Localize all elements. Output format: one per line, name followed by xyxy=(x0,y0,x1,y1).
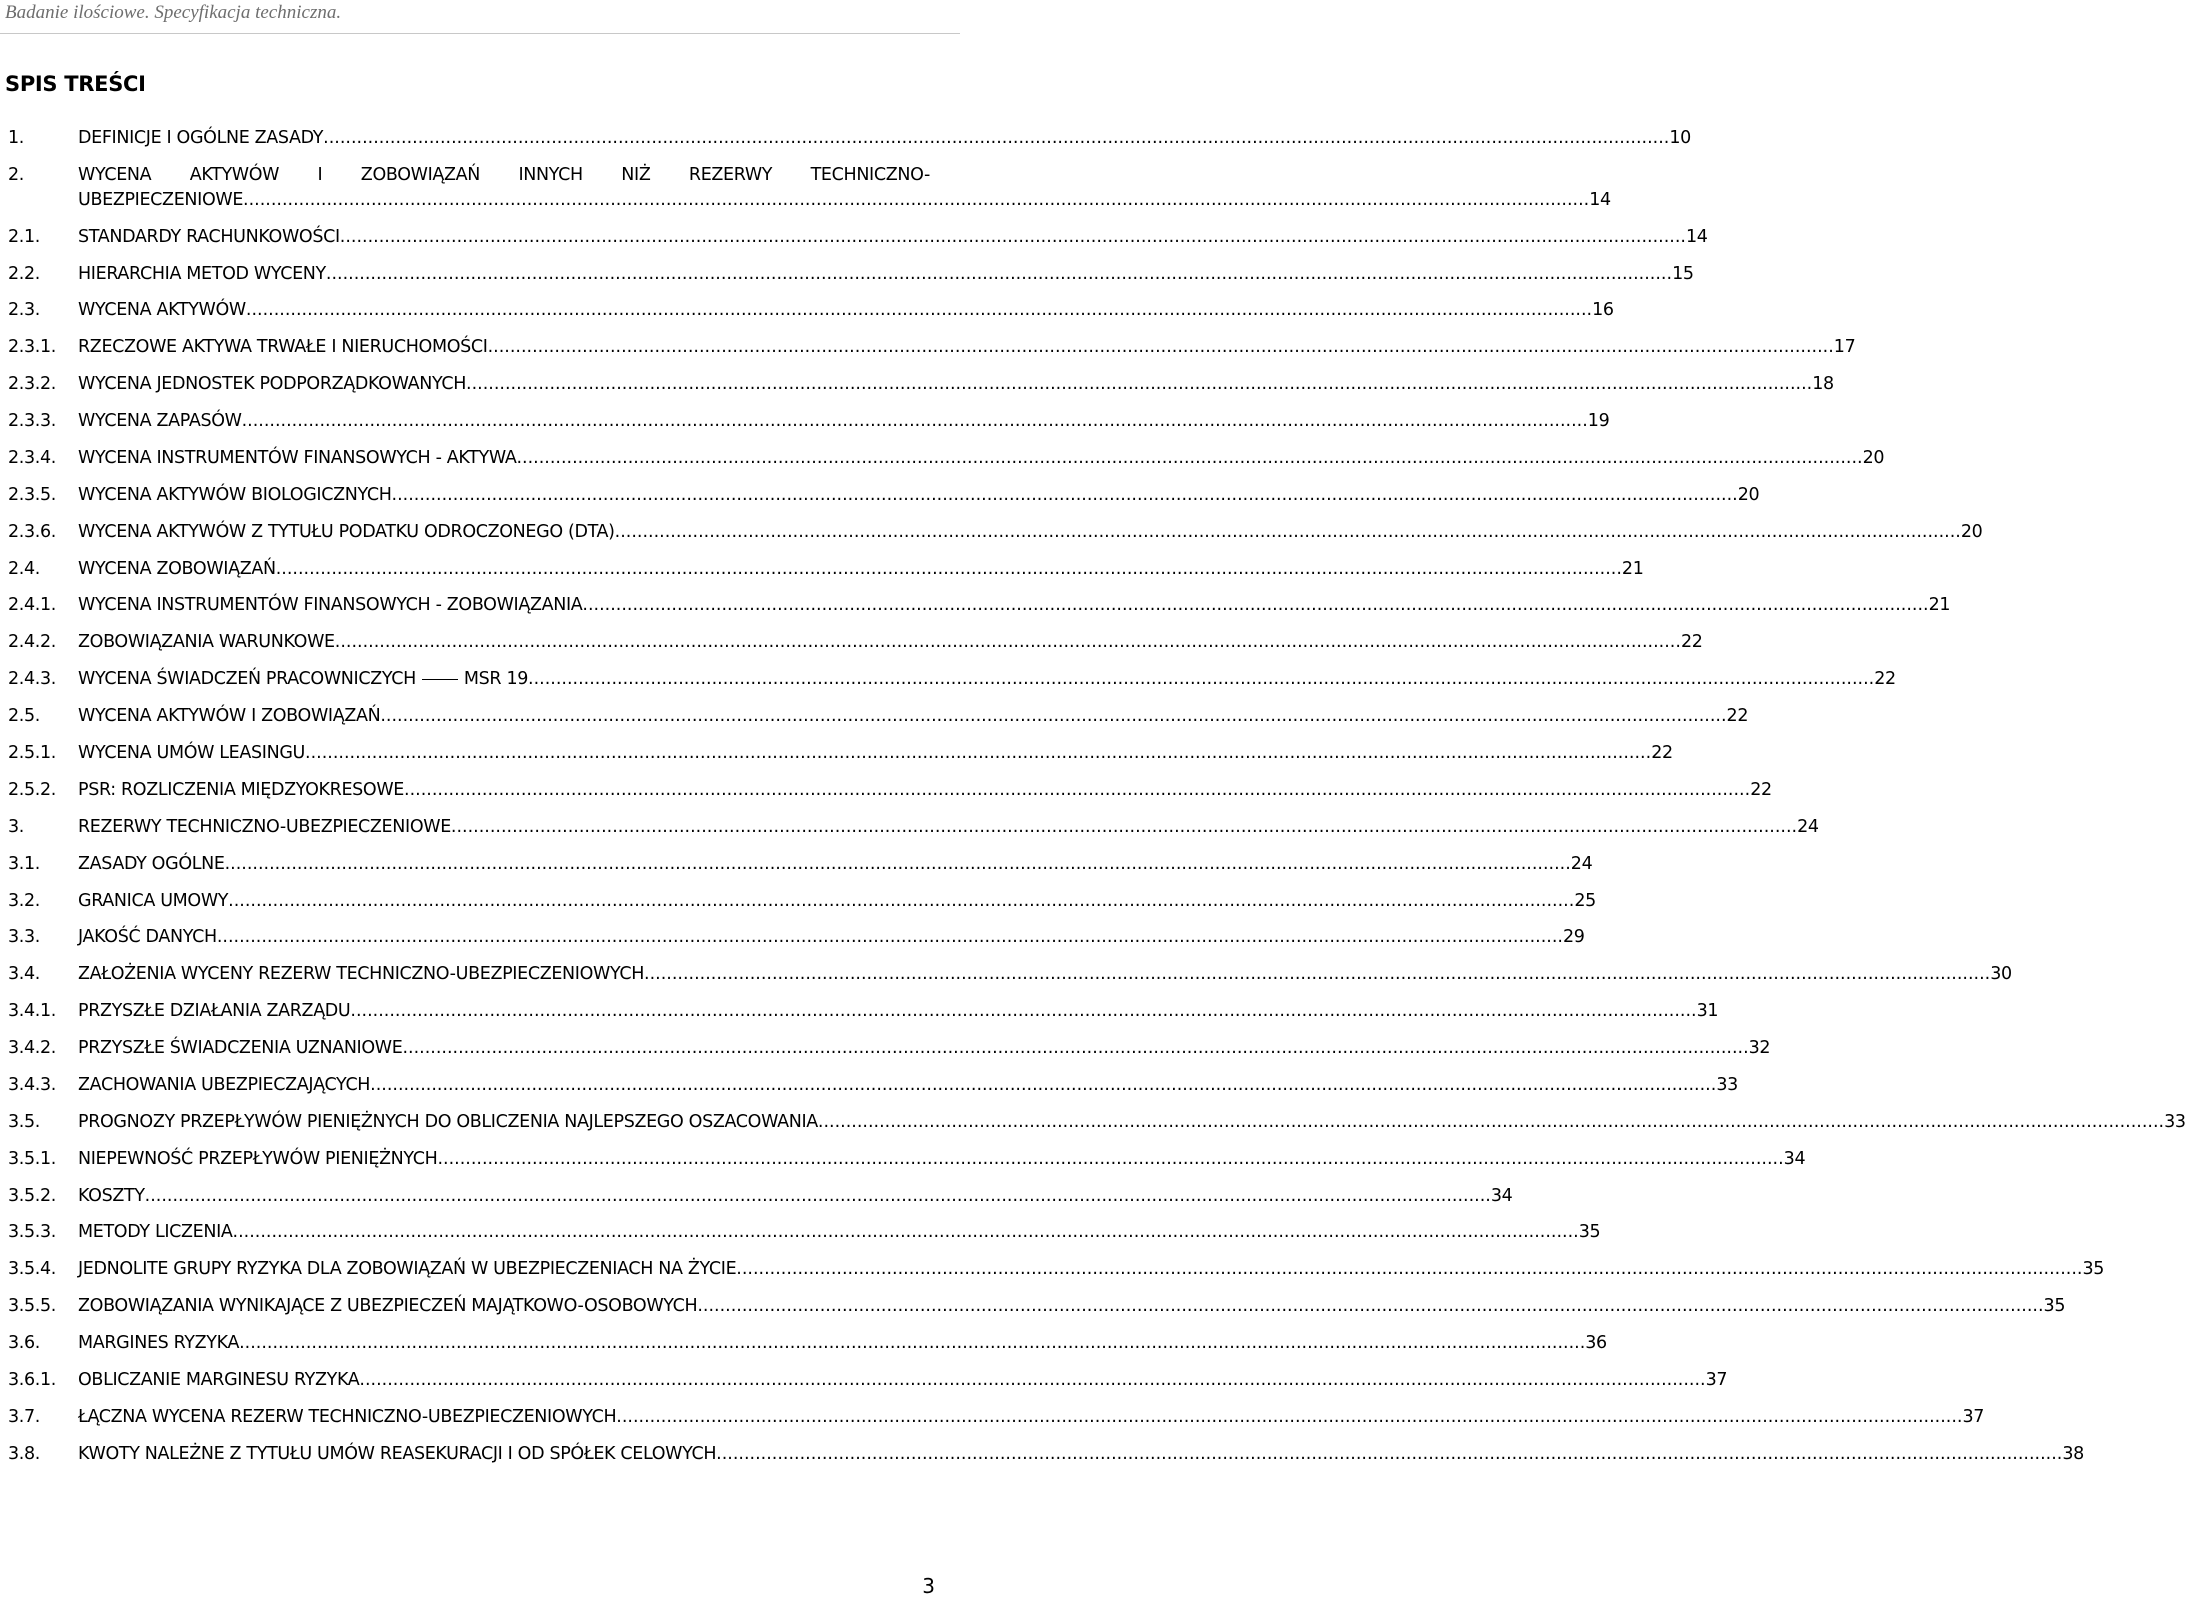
toc-entry[interactable] xyxy=(0,162,960,188)
dot-leader xyxy=(243,187,1589,213)
toc-entry-page: 31 xyxy=(1696,1001,1719,1021)
toc-entry-page: 36 xyxy=(1585,1333,1607,1353)
toc-entry[interactable] xyxy=(0,1404,1985,1430)
dot-leader xyxy=(697,1293,2043,1319)
toc-entry-page: 22 xyxy=(1874,669,1896,689)
toc-entry[interactable] xyxy=(0,297,1614,323)
toc-entry-page: 25 xyxy=(1574,891,1596,911)
toc-entry-page: 14 xyxy=(1589,190,1611,210)
toc-entry-title: METODY LICZENIA xyxy=(78,1222,233,1242)
toc-entry[interactable] xyxy=(0,482,1760,508)
toc-entry[interactable] xyxy=(0,703,1749,729)
toc-entry-page: 34 xyxy=(1490,1186,1513,1206)
toc-entry-title: WYCENA AKTYWÓW I ZOBOWIĄZAŃ xyxy=(78,706,381,726)
toc-entry-number: 3.6.1. xyxy=(8,1370,56,1390)
toc-entry-title: ZAŁOŻENIA WYCENY REZERW TECHNICZNO-UBEZPIECZENIOWYCH xyxy=(78,964,645,984)
dot-leader xyxy=(437,1146,1783,1172)
dot-leader xyxy=(392,482,1738,508)
toc-entry[interactable] xyxy=(0,261,1694,287)
toc-entry[interactable] xyxy=(0,1441,2084,1467)
toc-entry[interactable] xyxy=(0,814,1819,840)
toc-entry-title: KWOTY NALEŻNE Z TYTUŁU UMÓW REASEKURACJI I OD SPÓŁEK CELOWYCH xyxy=(78,1444,717,1464)
toc-entry[interactable] xyxy=(0,851,1593,877)
dot-leader xyxy=(644,961,1990,987)
page-number: 3 xyxy=(922,1574,935,1598)
toc-entry-title: HIERARCHIA METOD WYCENY xyxy=(78,264,326,284)
toc-entry-title: GRANICA UMOWY xyxy=(78,891,229,911)
dot-leader xyxy=(488,334,1834,360)
toc-entry-number: 3.4.3. xyxy=(8,1075,56,1095)
dot-leader xyxy=(145,1183,1491,1209)
toc-entry-title: WYCENA JEDNOSTEK PODPORZĄDKOWANYCH xyxy=(78,374,467,394)
dot-leader xyxy=(323,125,1669,151)
toc-entry-page: 38 xyxy=(2062,1444,2084,1464)
toc-entry[interactable] xyxy=(0,888,1596,914)
dot-leader xyxy=(404,777,1750,803)
toc-entry[interactable] xyxy=(0,1183,1513,1209)
toc-entry-number: 3.4.1. xyxy=(8,1001,56,1021)
toc-entry-number: 3.5.2. xyxy=(8,1186,56,1206)
toc-entry-number: 2.3.3. xyxy=(8,411,56,431)
dot-leader xyxy=(335,629,1681,655)
toc-entry[interactable] xyxy=(0,371,1834,397)
toc-entry-page: 21 xyxy=(1621,559,1644,579)
dot-leader xyxy=(217,924,1563,950)
dot-leader xyxy=(380,703,1726,729)
toc-entry-number: 2.4.1. xyxy=(8,595,56,615)
toc-entry-title: PROGNOZY PRZEPŁYWÓW PIENIĘŻNYCH DO OBLICZENIA NAJLEPSZEGO OSZACOWANIA xyxy=(78,1112,818,1132)
toc-entry-page: 22 xyxy=(1750,780,1772,800)
toc-entry[interactable] xyxy=(0,224,1708,250)
toc-entry-number: 2.5.2. xyxy=(8,780,56,800)
toc-entry-page: 22 xyxy=(1680,632,1703,652)
dot-leader xyxy=(276,556,1622,582)
dot-leader xyxy=(239,1330,1585,1356)
toc-entry-title: ZOBOWIĄZANIA WARUNKOWE xyxy=(78,632,335,652)
toc-entry[interactable] xyxy=(0,629,1703,655)
toc-entry-number: 2.2. xyxy=(8,264,40,284)
dot-leader xyxy=(516,445,1862,471)
toc-entry[interactable] xyxy=(0,445,1885,471)
toc-entry-page: 15 xyxy=(1672,264,1694,284)
dot-leader xyxy=(340,224,1686,250)
toc-entry-page: 35 xyxy=(1578,1222,1601,1242)
toc-entry-number: 1. xyxy=(8,128,24,148)
toc-entry-page: 37 xyxy=(1962,1407,1985,1427)
toc-entry-title: WYCENA ZOBOWIĄZAŃ xyxy=(78,559,276,579)
toc-entry-number: 3.5.4. xyxy=(8,1259,56,1279)
toc-entry-number: 3.5. xyxy=(8,1112,40,1132)
toc-entry-page: 37 xyxy=(1705,1370,1728,1390)
toc-entry-title: MARGINES RYZYKA xyxy=(78,1333,240,1353)
toc-entry-page: 24 xyxy=(1797,817,1819,837)
toc-entry[interactable] xyxy=(0,666,1896,692)
toc-entry-title: PRZYSZŁE DZIAŁANIA ZARZĄDU xyxy=(78,1001,351,1021)
dot-leader xyxy=(736,1256,2082,1282)
toc-entry-page: 20 xyxy=(1862,448,1885,468)
toc-entry-number: 2.3.2. xyxy=(8,374,56,394)
toc-entry-title: JEDNOLITE GRUPY RYZYKA DLA ZOBOWIĄZAŃ W UBEZPIECZENIACH NA ŻYCIE xyxy=(78,1259,737,1279)
toc-entry-number: 2.4.3. xyxy=(8,669,56,689)
toc-entry-title: ZOBOWIĄZANIA WYNIKAJĄCE Z UBEZPIECZEŃ MAJĄTKOWO-OSOBOWYCH xyxy=(78,1296,698,1316)
toc-entry-number: 2.3.5. xyxy=(8,485,56,505)
toc-entry-title: REZERWY TECHNICZNO-UBEZPIECZENIOWE xyxy=(78,817,451,837)
toc-entry-page: 22 xyxy=(1726,706,1749,726)
toc-entry-number: 3.7. xyxy=(8,1407,40,1427)
dot-leader xyxy=(716,1441,2062,1467)
dot-leader xyxy=(225,851,1571,877)
toc-entry-number: 3. xyxy=(8,817,24,837)
toc-entry-page: 29 xyxy=(1563,927,1585,947)
toc-entry-page: 35 xyxy=(2082,1259,2105,1279)
toc-entry-page: 22 xyxy=(1651,743,1673,763)
toc-entry-number: 3.4. xyxy=(8,964,40,984)
toc-entry-page: 17 xyxy=(1833,337,1856,357)
dot-leader xyxy=(326,261,1672,287)
toc-entry[interactable] xyxy=(0,961,2012,987)
dot-leader xyxy=(228,888,1574,914)
toc-entry[interactable] xyxy=(0,1256,2105,1282)
toc-entry-number: 2.3. xyxy=(8,300,40,320)
toc-entry[interactable] xyxy=(0,334,1856,360)
toc-entry-number: 2.5. xyxy=(8,706,40,726)
toc-entry-page: 30 xyxy=(1990,964,2012,984)
toc-entry[interactable] xyxy=(0,1367,1728,1393)
toc-entry[interactable] xyxy=(0,187,1611,213)
toc-entry[interactable] xyxy=(0,408,1610,434)
toc-entry[interactable] xyxy=(0,556,1644,582)
toc-entry-title: PSR: ROZLICZENIA MIĘDZYOKRESOWE xyxy=(78,780,404,800)
toc-entry-number: 2.1. xyxy=(8,227,40,247)
toc-entry-number: 3.5.1. xyxy=(8,1149,56,1169)
toc-entry-number: 3.1. xyxy=(8,854,40,874)
toc-entry-title: WYCENA INSTRUMENTÓW FINANSOWYCH - ZOBOWIĄZANIA xyxy=(78,595,583,615)
toc-entry-title: WYCENA INSTRUMENTÓW FINANSOWYCH - AKTYWA xyxy=(78,448,517,468)
dot-leader xyxy=(402,1035,1748,1061)
toc-entry-page: 14 xyxy=(1685,227,1708,247)
header-rule xyxy=(0,33,960,34)
running-header: Badanie ilościowe. Specyfikacja techniczna. xyxy=(5,2,342,23)
toc-entry-number: 2.3.4. xyxy=(8,448,56,468)
toc-entry-number: 2.4.2. xyxy=(8,632,56,652)
toc-entry-title: JAKOŚĆ DANYCH xyxy=(78,927,217,947)
toc-entry-title-part: WYCENA ŚWIADCZEŃ PRACOWNICZYCH xyxy=(78,669,416,689)
toc-entry-title: DEFINICJE I OGÓLNE ZASADY xyxy=(78,128,324,148)
toc-entry-title xyxy=(78,666,528,692)
toc-entry[interactable] xyxy=(0,1146,1806,1172)
toc-entry[interactable] xyxy=(0,998,1719,1024)
toc-entry-title: STANDARDY RACHUNKOWOŚCI xyxy=(78,227,340,247)
dot-leader xyxy=(582,592,1928,618)
toc-entry-page: 34 xyxy=(1783,1149,1806,1169)
toc-entry-title: ZASADY OGÓLNE xyxy=(78,854,225,874)
toc-entry-number: 3.3. xyxy=(8,927,40,947)
toc-entry-page: 35 xyxy=(2043,1296,2066,1316)
toc-entry-number: 3.5.5. xyxy=(8,1296,56,1316)
toc-entry-page: 20 xyxy=(1960,522,1983,542)
toc-entry[interactable] xyxy=(0,1330,1607,1356)
dot-leader xyxy=(359,1367,1705,1393)
dot-leader xyxy=(246,297,1592,323)
toc-entry[interactable] xyxy=(0,592,1951,618)
toc-entry-page: 21 xyxy=(1928,595,1951,615)
toc-entry-title: UBEZPIECZENIOWE xyxy=(78,190,244,210)
toc-entry[interactable] xyxy=(0,1072,1738,1098)
toc-entry-number: 2.3.6. xyxy=(8,522,56,542)
toc-entry-title: KOSZTY xyxy=(78,1186,145,1206)
toc-entry-number: 3.6. xyxy=(8,1333,40,1353)
toc-entry-page: 20 xyxy=(1737,485,1760,505)
toc-entry-number: 2. xyxy=(8,165,24,185)
toc-entry[interactable] xyxy=(0,1293,2066,1319)
toc-entry-title: NIEPEWNOŚĆ PRZEPŁYWÓW PIENIĘŻNYCH xyxy=(78,1149,438,1169)
toc-entry-title: PRZYSZŁE ŚWIADCZENIA UZNANIOWE xyxy=(78,1038,403,1058)
toc-entry-page: 18 xyxy=(1812,374,1834,394)
toc-entry[interactable] xyxy=(0,740,1673,766)
toc-entry-number: 2.3.1. xyxy=(8,337,56,357)
em-dash xyxy=(422,679,458,680)
dot-leader xyxy=(451,814,1797,840)
toc-entry-number: 2.4. xyxy=(8,559,40,579)
dot-leader xyxy=(305,740,1651,766)
toc-entry-number: 2.5.1. xyxy=(8,743,56,763)
dot-leader xyxy=(616,1404,1962,1430)
toc-entry[interactable] xyxy=(0,125,1691,151)
toc-entry-title: WYCENA AKTYWÓW Z TYTUŁU PODATKU ODROCZONEGO (DTA) xyxy=(78,522,615,542)
toc-entry-title: WYCENA ZAPASÓW xyxy=(78,411,242,431)
dot-leader xyxy=(350,998,1696,1024)
toc-entry-title: ŁĄCZNA WYCENA REZERW TECHNICZNO-UBEZPIECZENIOWYCH xyxy=(78,1407,617,1427)
toc-entry-title-suffix: MSR 19 xyxy=(463,669,529,689)
toc-entry-number: 3.4.2. xyxy=(8,1038,56,1058)
toc-entry-page: 24 xyxy=(1570,854,1593,874)
toc-entry-page: 33 xyxy=(2164,1112,2186,1132)
dot-leader xyxy=(370,1072,1716,1098)
dot-leader xyxy=(242,408,1588,434)
toc-entry-title: WYCENA AKTYWÓW xyxy=(78,300,246,320)
toc-entry-title: RZECZOWE AKTYWA TRWAŁE I NIERUCHOMOŚCI xyxy=(78,337,488,357)
toc-entry-title: ZACHOWANIA UBEZPIECZAJĄCYCH xyxy=(78,1075,371,1095)
toc-entry[interactable] xyxy=(0,519,1983,545)
toc-entry-number: 3.5.3. xyxy=(8,1222,56,1242)
dot-leader xyxy=(233,1219,1579,1245)
toc-entry[interactable] xyxy=(0,777,1772,803)
toc-entry[interactable] xyxy=(0,1109,2186,1135)
toc-entry-page: 19 xyxy=(1587,411,1610,431)
toc-entry-number: 3.8. xyxy=(8,1444,40,1464)
toc-entry-page: 32 xyxy=(1748,1038,1771,1058)
toc-entry[interactable] xyxy=(0,1219,1601,1245)
toc-entry-page: 16 xyxy=(1592,300,1614,320)
toc-entry-page: 33 xyxy=(1716,1075,1738,1095)
toc-entry-title: OBLICZANIE MARGINESU RYZYKA xyxy=(78,1370,360,1390)
dot-leader xyxy=(615,519,1961,545)
dot-leader xyxy=(528,666,1874,692)
toc-entry-page: 10 xyxy=(1669,128,1691,148)
dot-leader xyxy=(818,1109,2164,1135)
toc-entry-title: WYCENA UMÓW LEASINGU xyxy=(78,743,305,763)
dot-leader xyxy=(466,371,1812,397)
toc-entry-title: WYCENA AKTYWÓW BIOLOGICZNYCH xyxy=(78,485,392,505)
toc-entry[interactable] xyxy=(0,924,1585,950)
toc-entry-title: WYCENA AKTYWÓW I ZOBOWIĄZAŃ INNYCH NIŻ REZERWY TECHNICZNO- xyxy=(78,165,930,185)
toc-entry[interactable] xyxy=(0,1035,1771,1061)
toc-title: SPIS TREŚCI xyxy=(5,72,146,96)
toc-entry-number: 3.2. xyxy=(8,891,40,911)
